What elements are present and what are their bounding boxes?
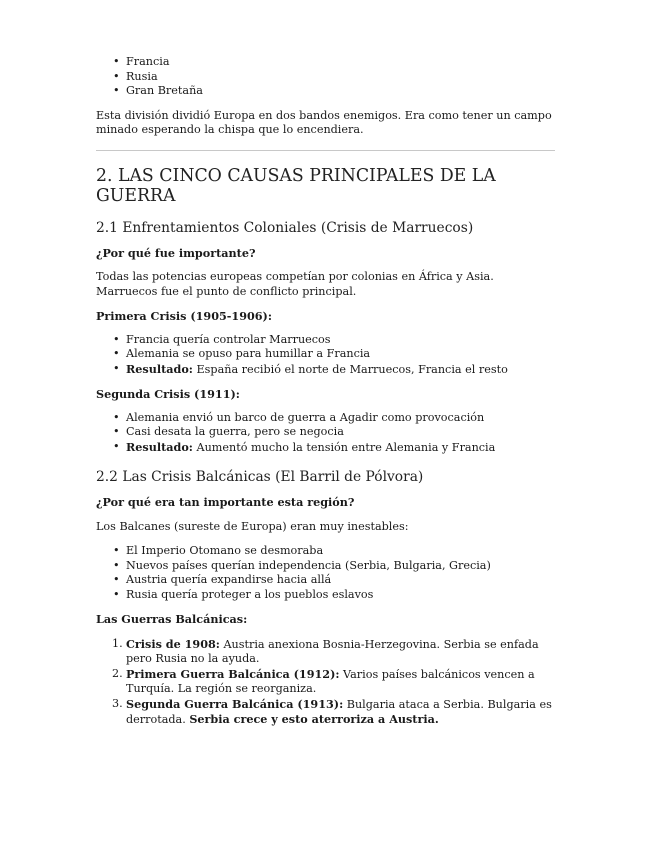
- list-item: • Francia: [96, 55, 555, 70]
- crisis2-label: Segunda Crisis (1911):: [96, 387, 240, 401]
- crisis1-label: Primera Crisis (1905-1906):: [96, 309, 272, 323]
- war-text: Bulgaria ataca a Serbia. Bulgaria es derrotada.: [126, 697, 552, 726]
- list-item: • Francia quería controlar Marruecos: [96, 333, 555, 348]
- list-item: [96, 697, 555, 728]
- war-label: Primera Guerra Balcánica (1912):: [126, 666, 340, 681]
- war-bold-end: Serbia crece y esto aterroriza a Austria.: [189, 712, 439, 726]
- section-divider: [96, 150, 555, 151]
- list-item: • Casi desata la guerra, pero se negocia: [96, 425, 555, 440]
- list-item: • Nuevos países querían independencia (Serbia, Bulgaria, Grecia): [96, 559, 555, 574]
- s22-paragraph: Los Balcanes (sureste de Europa) eran muy inestables:: [96, 519, 409, 533]
- list-item: [96, 667, 555, 697]
- s21-question: ¿Por qué fue importante?: [96, 245, 256, 260]
- list-item: • Alemania envió un barco de guerra a Agadir como provocación: [96, 411, 555, 426]
- list-item: • Rusia: [96, 70, 555, 85]
- list-item: [96, 440, 555, 456]
- list-item: [96, 362, 555, 378]
- war-text: Austria anexiona Bosnia-Herzegovina. Serbia se enfada pero Rusia no la ayuda.: [126, 637, 539, 665]
- intro-list: [96, 55, 555, 99]
- crisis1-list: [96, 333, 555, 378]
- crisis2-list: [96, 411, 555, 456]
- list-item: • Austria quería expandirse hacia allá: [96, 573, 555, 588]
- war-text: Varios países balcánicos vencen a Turquía. La región se reorganiza.: [126, 667, 535, 695]
- list-item: • Alemania se opuso para humillar a Francia: [96, 347, 555, 362]
- balkan-wars-label: Las Guerras Balcánicas:: [96, 612, 248, 626]
- list-item: • Gran Bretaña: [96, 84, 555, 99]
- result-label: Resultado:: [126, 361, 193, 376]
- war-label: Crisis de 1908:: [126, 636, 220, 651]
- result-text: España recibió el norte de Marruecos, Francia el resto: [192, 362, 508, 376]
- section-2-1-heading: 2.1 Enfrentamientos Coloniales (Crisis de Marruecos): [96, 219, 474, 236]
- balkans-list: [96, 544, 555, 602]
- s21-paragraph: Todas las potencias europeas competían por colonias en África y Asia. Marruecos fue el punto de conflicto principal.: [96, 270, 494, 298]
- list-item: • El Imperio Otomano se desmoraba: [96, 544, 555, 559]
- intro-paragraph: Esta división dividió Europa en dos bandos enemigos. Era como tener un campo minado esperando la chispa que lo encendiera.: [96, 108, 552, 136]
- war-label: Segunda Guerra Balcánica (1913):: [126, 696, 344, 711]
- s22-question: ¿Por qué era tan importante esta región?: [96, 495, 355, 509]
- list-item: • Rusia quería proteger a los pueblos eslavos: [96, 588, 555, 603]
- section-2-2-heading: 2.2 Las Crisis Balcánicas (El Barril de Pólvora): [96, 469, 424, 485]
- result-label: Resultado:: [126, 439, 193, 454]
- section-2-heading: 2. LAS CINCO CAUSAS PRINCIPALES DE LA GUERRA: [96, 165, 496, 206]
- result-text: Aumentó mucho la tensión entre Alemania y Francia: [192, 440, 496, 454]
- balkan-wars-list: [96, 637, 555, 728]
- list-item: [96, 637, 555, 667]
